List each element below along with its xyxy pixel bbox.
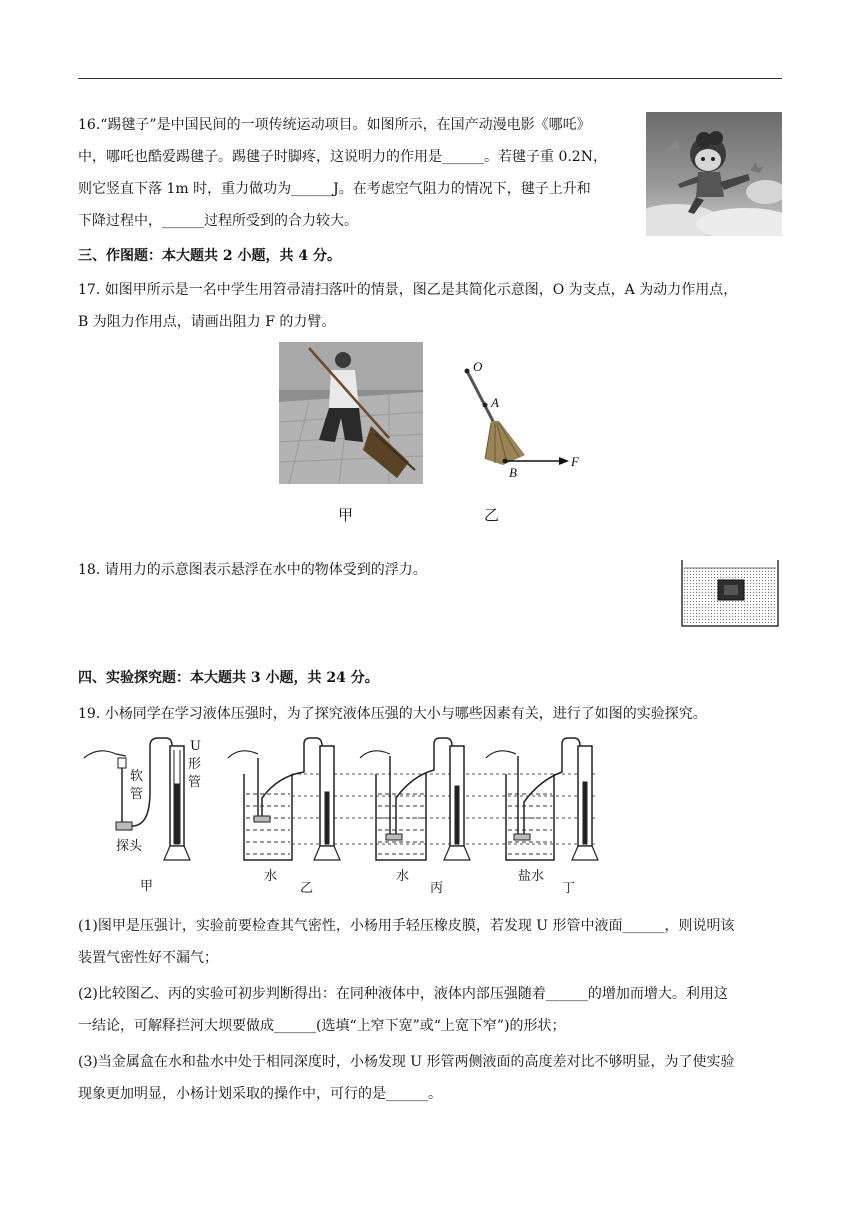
label-water-2: 水 <box>396 869 410 884</box>
section-4-heading: 四、实验探究题：本大题共 3 小题，共 24 分。 <box>78 670 379 686</box>
label-a: A <box>491 395 499 410</box>
q19-part2-line-1: (2)比较图乙、丙的实验可初步判断得出：在同种液体中，液体内部压强随着______的增加而增大。利用这 <box>78 986 728 1002</box>
caption-jia: 甲 <box>338 506 354 524</box>
label-yi: 乙 <box>300 881 314 896</box>
q19-intro: 19. 小杨同学在学习液体压强时，为了探究液体压强的大小与哪些因素有关，进行了如图的实验探究。 <box>78 706 707 722</box>
label-o: O <box>473 359 483 374</box>
label-ruan: 软 <box>130 769 144 784</box>
label-xing: 形 <box>188 757 202 772</box>
q16-line-4: 下降过程中，______过程所受到的合力较大。 <box>78 213 358 229</box>
setup-bing <box>360 738 470 860</box>
label-f: F <box>571 454 579 469</box>
setup-ding <box>486 738 598 860</box>
label-guan2: 管 <box>188 775 202 790</box>
q18-line-1: 18. 请用力的示意图表示悬浮在水中的物体受到的浮力。 <box>78 562 427 578</box>
section-3-heading: 三、作图题：本大题共 2 小题，共 4 分。 <box>78 248 341 264</box>
label-guan: 管 <box>130 787 144 802</box>
q19-part1-line-1: (1)图甲是压强计，实验前要检查其气密性，小杨用手轻压橡皮膜，若发现 U 形管中液面______，则说明该 <box>78 918 735 934</box>
sweeping-photo <box>279 342 423 484</box>
label-saltwater: 盐水 <box>518 869 545 884</box>
broom-diagram <box>455 355 595 485</box>
label-water-1: 水 <box>264 869 278 884</box>
label-jia: 甲 <box>140 879 154 894</box>
q16-line-2: 中，哪吒也酷爱踢毽子。踢毽子时脚疼，这说明力的作用是______。若毽子重 0.2N， <box>78 149 607 165</box>
q16-line-1: 16.“踢毽子”是中国民间的一项传统运动项目。如图所示，在国产动漫电影《哪吒》 <box>78 117 591 133</box>
label-tantou: 探头 <box>116 839 143 854</box>
q16-line-3: 则它竖直下落 1m 时，重力做功为______J。在考虑空气阻力的情况下，毽子上升和 <box>78 181 591 197</box>
q17-line-1: 17. 如图甲所示是一名中学生用笤帚清扫落叶的情景，图乙是其简化示意图，O 为支点，A 为动力作用点， <box>78 282 738 298</box>
setup-yi <box>228 738 340 860</box>
label-bing: 丙 <box>430 881 444 896</box>
nezha-image <box>646 112 782 236</box>
label-ding: 丁 <box>562 881 576 896</box>
q19-part1-line-2: 装置气密性好不漏气； <box>78 950 218 966</box>
pressure-experiment-figure <box>78 732 608 898</box>
label-b: B <box>509 465 517 480</box>
q17-line-2: B 为阻力作用点，请画出阻力 F 的力臂。 <box>78 314 336 330</box>
q19-part3-line-1: (3)当金属盒在水和盐水中处于相同深度时，小杨发现 U 形管两侧液面的高度差对比不够明显，为了使实验 <box>78 1054 735 1070</box>
caption-yi: 乙 <box>484 506 500 524</box>
label-u: U <box>190 739 201 754</box>
suspended-object-diagram <box>680 558 780 628</box>
q19-part2-line-2: 一结论，可解释拦河大坝要做成______(选填“上窄下宽”或“上宽下窄”)的形状； <box>78 1018 566 1034</box>
header-rule <box>78 78 782 79</box>
q19-part3-line-2: 现象更加明显，小杨计划采取的操作中，可行的是______。 <box>78 1086 442 1102</box>
